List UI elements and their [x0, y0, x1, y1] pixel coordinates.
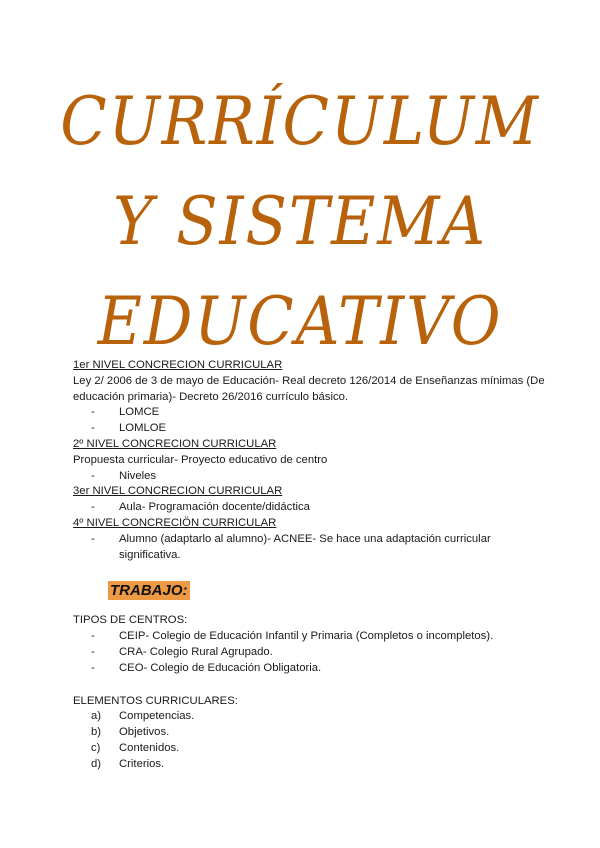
list-item: [73, 661, 553, 677]
dash-bullet-icon: -: [91, 532, 95, 545]
list-item-text: Aula- Programación docente/didáctica: [119, 501, 310, 514]
trabajo-block: [73, 581, 553, 603]
list-item: [73, 421, 553, 437]
tipos-centros-heading: TIPOS DE CENTROS:: [73, 614, 188, 627]
list-marker: d): [91, 757, 102, 770]
list-item-text: Criterios.: [119, 757, 165, 770]
list-item-text: LOMCE: [119, 406, 160, 419]
list-item-text: CRA- Colegio Rural Agrupado.: [119, 645, 273, 658]
section-heading-2: 2º NIVEL CONCRECION CURRICULAR: [73, 437, 277, 450]
spacer: [73, 603, 553, 613]
list-marker: c): [91, 741, 101, 754]
title-line-2: Y SISTEMA: [113, 183, 487, 260]
list-item-text: Objetivos.: [119, 726, 170, 739]
dash-bullet-icon: -: [91, 630, 95, 643]
list-marker: b): [91, 726, 102, 739]
document-body: [73, 358, 553, 773]
dash-bullet-icon: -: [91, 645, 95, 658]
elementos-heading: ELEMENTOS CURRICULARES:: [73, 694, 238, 707]
section-list-1: [73, 405, 553, 437]
list-item: [73, 741, 553, 757]
list-item: [73, 532, 553, 564]
section-heading-1: 1er NIVEL CONCRECION CURRICULAR: [73, 359, 283, 371]
list-marker: a): [91, 710, 102, 723]
list-item-text: Contenidos.: [119, 741, 180, 754]
list-item: [73, 469, 553, 485]
section-paragraph-2: Propuesta curricular- Proyecto educativo de centro: [73, 453, 328, 466]
list-item: [73, 405, 553, 421]
list-item-text: CEO- Colegio de Educación Obligatoria.: [119, 661, 322, 674]
title-line-3: EDUCATIVO: [97, 283, 503, 360]
tipos-centros-list: [73, 629, 553, 676]
title-line-1: CURRÍCULUM: [60, 83, 540, 160]
list-item: [73, 757, 553, 773]
elementos-list: [73, 709, 553, 772]
section-heading-4: 4º NIVEL CONCRECIÖN CURRICULAR: [73, 516, 277, 529]
list-item-text: LOMLOE: [119, 422, 167, 435]
trabajo-highlight-label: TRABAJO:: [110, 582, 188, 600]
document-title: [24, 72, 576, 372]
section-list-2: [73, 469, 553, 485]
section-heading-3: 3er NIVEL CONCRECION CURRICULAR: [73, 485, 283, 498]
section-list-4: [73, 532, 553, 564]
dash-bullet-icon: -: [91, 422, 95, 435]
list-item: [73, 645, 553, 661]
list-item: [73, 709, 553, 725]
list-item: [73, 500, 553, 516]
list-item-text: CEIP- Colegio de Educación Infantil y Primaria (Completos o incompletos).: [119, 630, 494, 643]
list-item-text: Alumno (adaptarlo al alumno)- ACNEE- Se hace una adaptación curricular significativa.: [119, 532, 491, 561]
section-paragraph-1: Ley 2/ 2006 de 3 de mayo de Educación- Real decreto 126/2014 de Enseñanzas mínimas (De educación primaria)- Decreto 26/2016 currículo básico.: [73, 374, 545, 403]
dash-bullet-icon: -: [91, 501, 95, 514]
spacer: [73, 677, 553, 694]
dash-bullet-icon: -: [91, 469, 95, 482]
dash-bullet-icon: -: [91, 661, 95, 674]
list-item-text: Niveles: [119, 469, 157, 482]
dash-bullet-icon: -: [91, 406, 95, 419]
list-item: [73, 725, 553, 741]
list-item: [73, 629, 553, 645]
list-item-text: Competencias.: [119, 710, 195, 723]
section-list-3: [73, 500, 553, 516]
